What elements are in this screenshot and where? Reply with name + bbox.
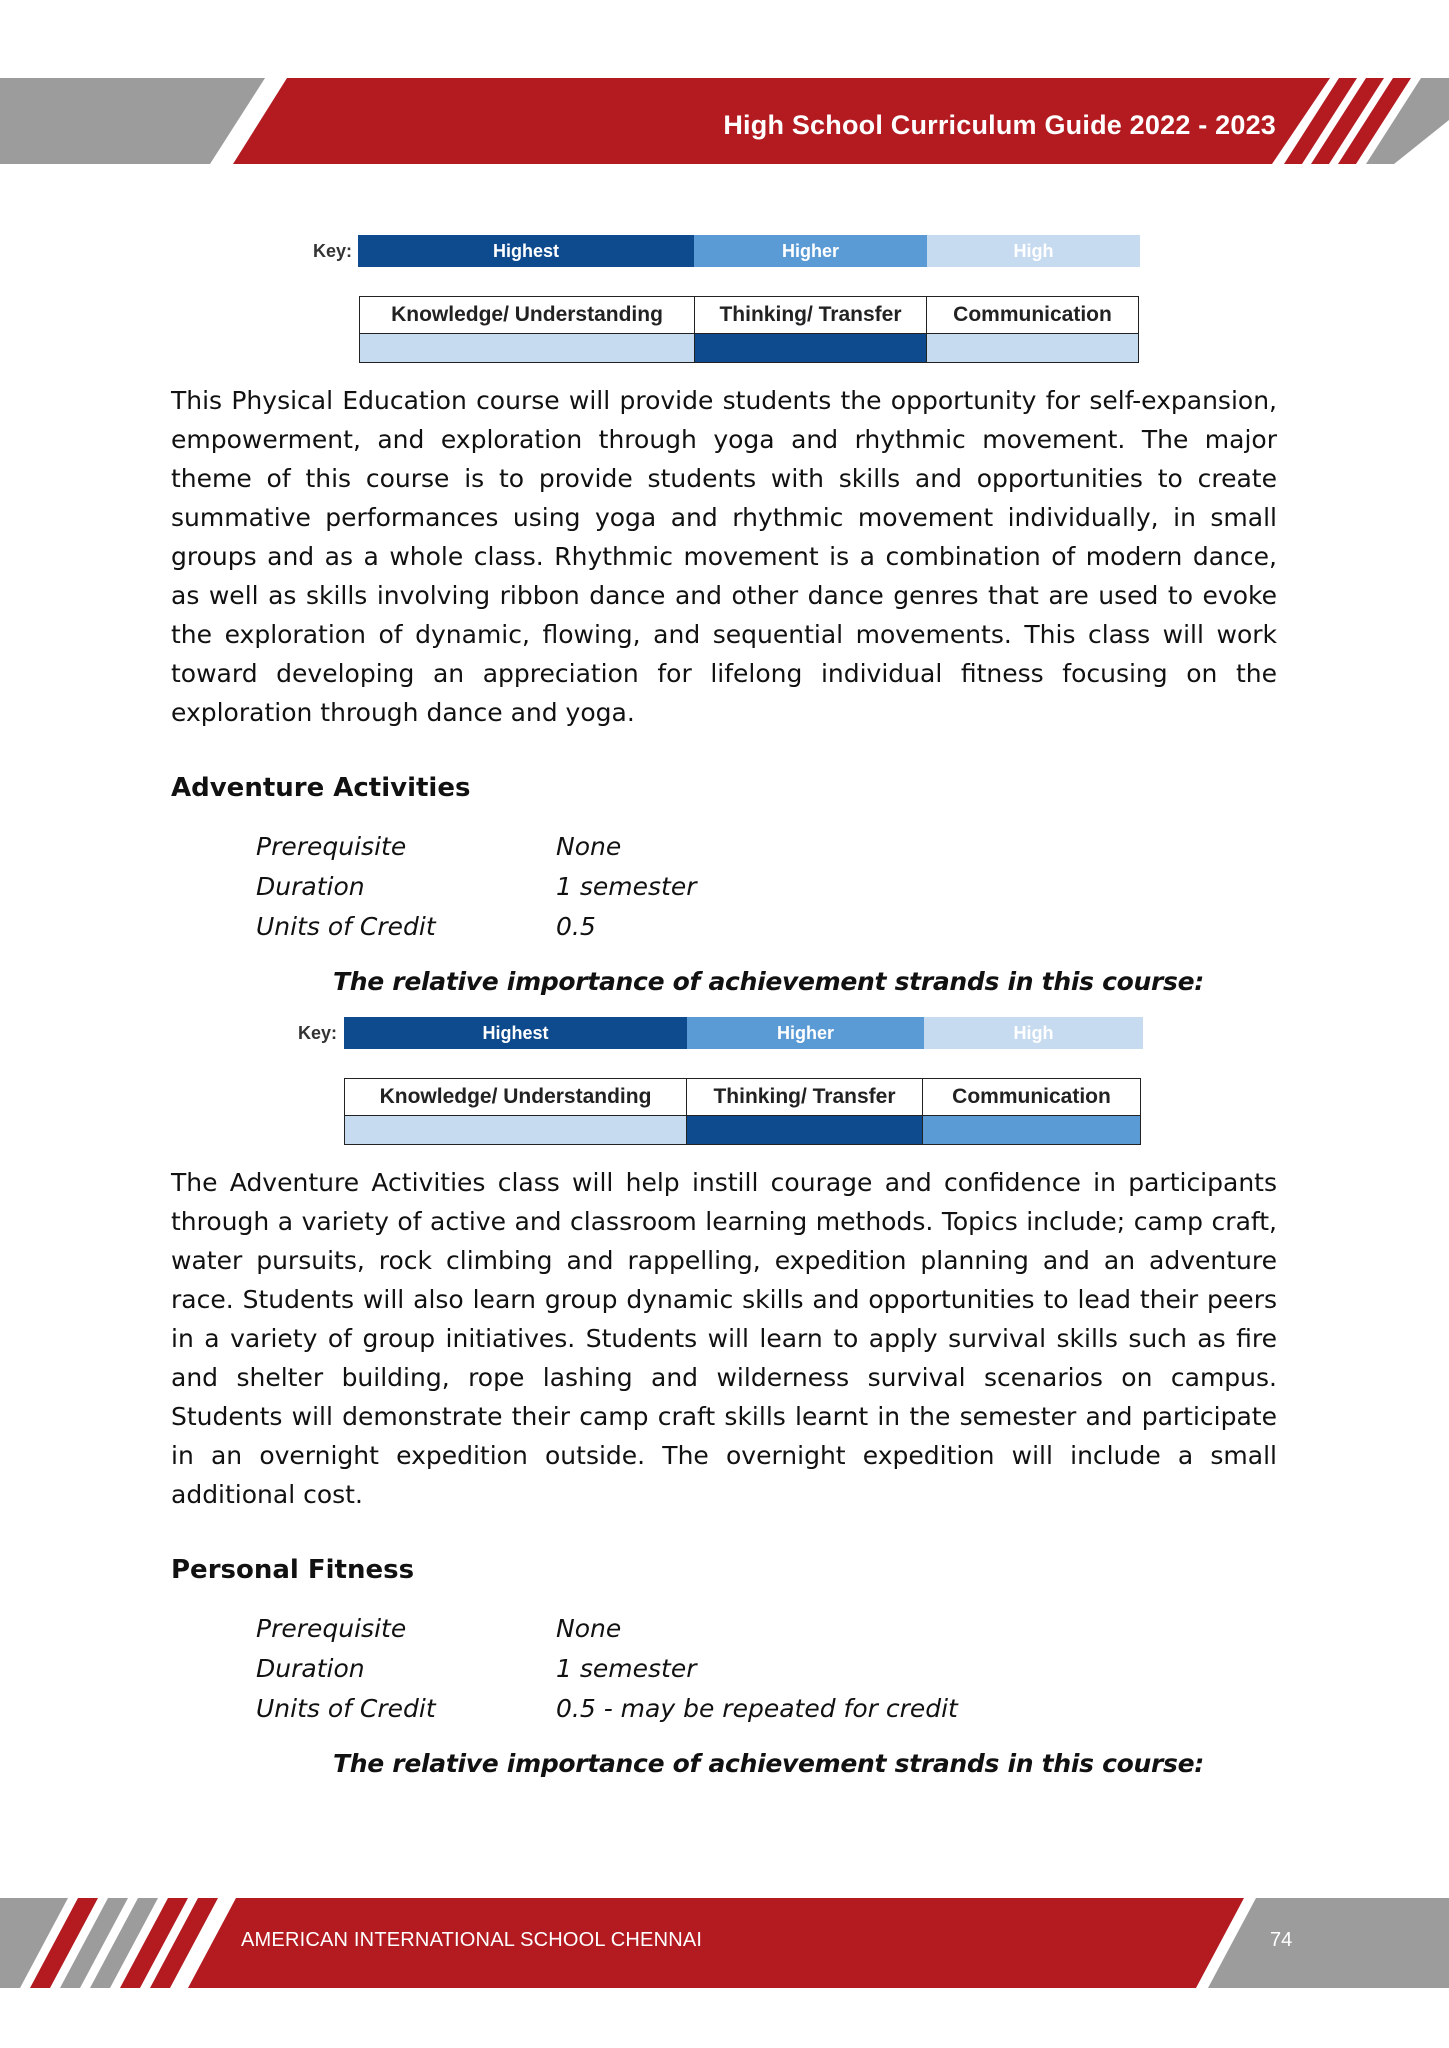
info-label: Duration: [256, 1654, 365, 1683]
info-value: 1 semester: [556, 1654, 697, 1683]
info-label: Units of Credit: [256, 1694, 436, 1723]
strand-col-communication: Communication: [927, 297, 1139, 334]
strand-col-knowledge: Knowledge/ Understanding: [360, 297, 695, 334]
strand-col-knowledge: Knowledge/ Understanding: [345, 1079, 687, 1116]
info-value: 0.5 - may be repeated for credit: [556, 1694, 958, 1723]
info-label: Prerequisite: [256, 832, 407, 861]
info-value: None: [556, 832, 622, 861]
strand-key-label: Key:: [298, 1023, 338, 1043]
strand-key-label: Key:: [313, 241, 353, 261]
info-value: 1 semester: [556, 872, 697, 901]
adventure-description: The Adventure Activities class will help instill courage and confidence in participants through a variety of active and classroom learning methods. Topics include; camp craft, water pursuits, rock climbing and rappelling, expedition planning and an adventure race. Students will also learn group dynamic skills and opportunities to lead their peers in a variety of group initiatives. Students will learn to apply survival skills such as fire and shelter building, rope lashing and wilderness survival scenarios on campus. Students will demonstrate their camp craft skills learnt in the semester and participate in an overnight expedition outside. The overnight expedition will include a small additional cost.: [171, 1168, 1277, 1509]
info-value: 0.5: [556, 912, 596, 941]
strand-col-thinking: Thinking/ Transfer: [695, 297, 927, 334]
yoga-description: This Physical Education course will provide students the opportunity for self-expansion, empowerment, and exploration through yoga and rhythmic movement. The major theme of this course is to provide students with skills and opportunities to create summative performances using yoga and rhythmic movement individually, in small groups and as a whole class. Rhythmic movement is a combination of modern dance, as well as skills involving ribbon dance and other dance genres that are used to evoke the exploration of dynamic, flowing, and sequential movements. This class will work toward developing an appreciation for lifelong individual fitness focusing on the exploration through dance and yoga.: [171, 386, 1277, 727]
strand-level-knowledge: [345, 1116, 687, 1145]
strand-col-communication: Communication: [923, 1079, 1141, 1116]
strand-level-knowledge: [360, 334, 695, 363]
strand-importance-heading: The relative importance of achievement strands in this course:: [333, 967, 1204, 996]
strand-key-bar: [358, 235, 1140, 267]
info-label: Units of Credit: [256, 912, 436, 941]
info-label: Duration: [256, 872, 365, 901]
info-label: Prerequisite: [256, 1614, 407, 1643]
key-higher: Higher: [687, 1017, 924, 1049]
strand-level-communication: [923, 1116, 1141, 1145]
key-highest: Highest: [344, 1017, 687, 1049]
footer-gray-band: [1208, 1898, 1449, 1988]
strand-level-thinking: [687, 1116, 923, 1145]
footer-school-name: AMERICAN INTERNATIONAL SCHOOL CHENNAI: [241, 1929, 703, 1951]
strand-table: [359, 296, 1139, 363]
strand-level-thinking: [695, 334, 927, 363]
section-title-adventure: Adventure Activities: [171, 773, 471, 803]
strand-level-communication: [927, 334, 1139, 363]
key-high: High: [924, 1017, 1143, 1049]
strand-table: [344, 1078, 1141, 1145]
header-gray-band: [0, 78, 265, 164]
page-number: 74: [1270, 1929, 1293, 1951]
header-banner: [0, 0, 1449, 175]
info-value: None: [556, 1614, 622, 1643]
footer-banner: [0, 1898, 1449, 1988]
strand-importance-heading: The relative importance of achievement strands in this course:: [333, 1749, 1204, 1778]
section-title-fitness: Personal Fitness: [171, 1555, 415, 1585]
header-title: High School Curriculum Guide 2022 - 2023: [723, 110, 1276, 140]
key-higher: Higher: [694, 235, 927, 267]
strand-col-thinking: Thinking/ Transfer: [687, 1079, 923, 1116]
key-high: High: [927, 235, 1140, 267]
key-highest: Highest: [358, 235, 694, 267]
strand-key-bar: [344, 1017, 1143, 1049]
